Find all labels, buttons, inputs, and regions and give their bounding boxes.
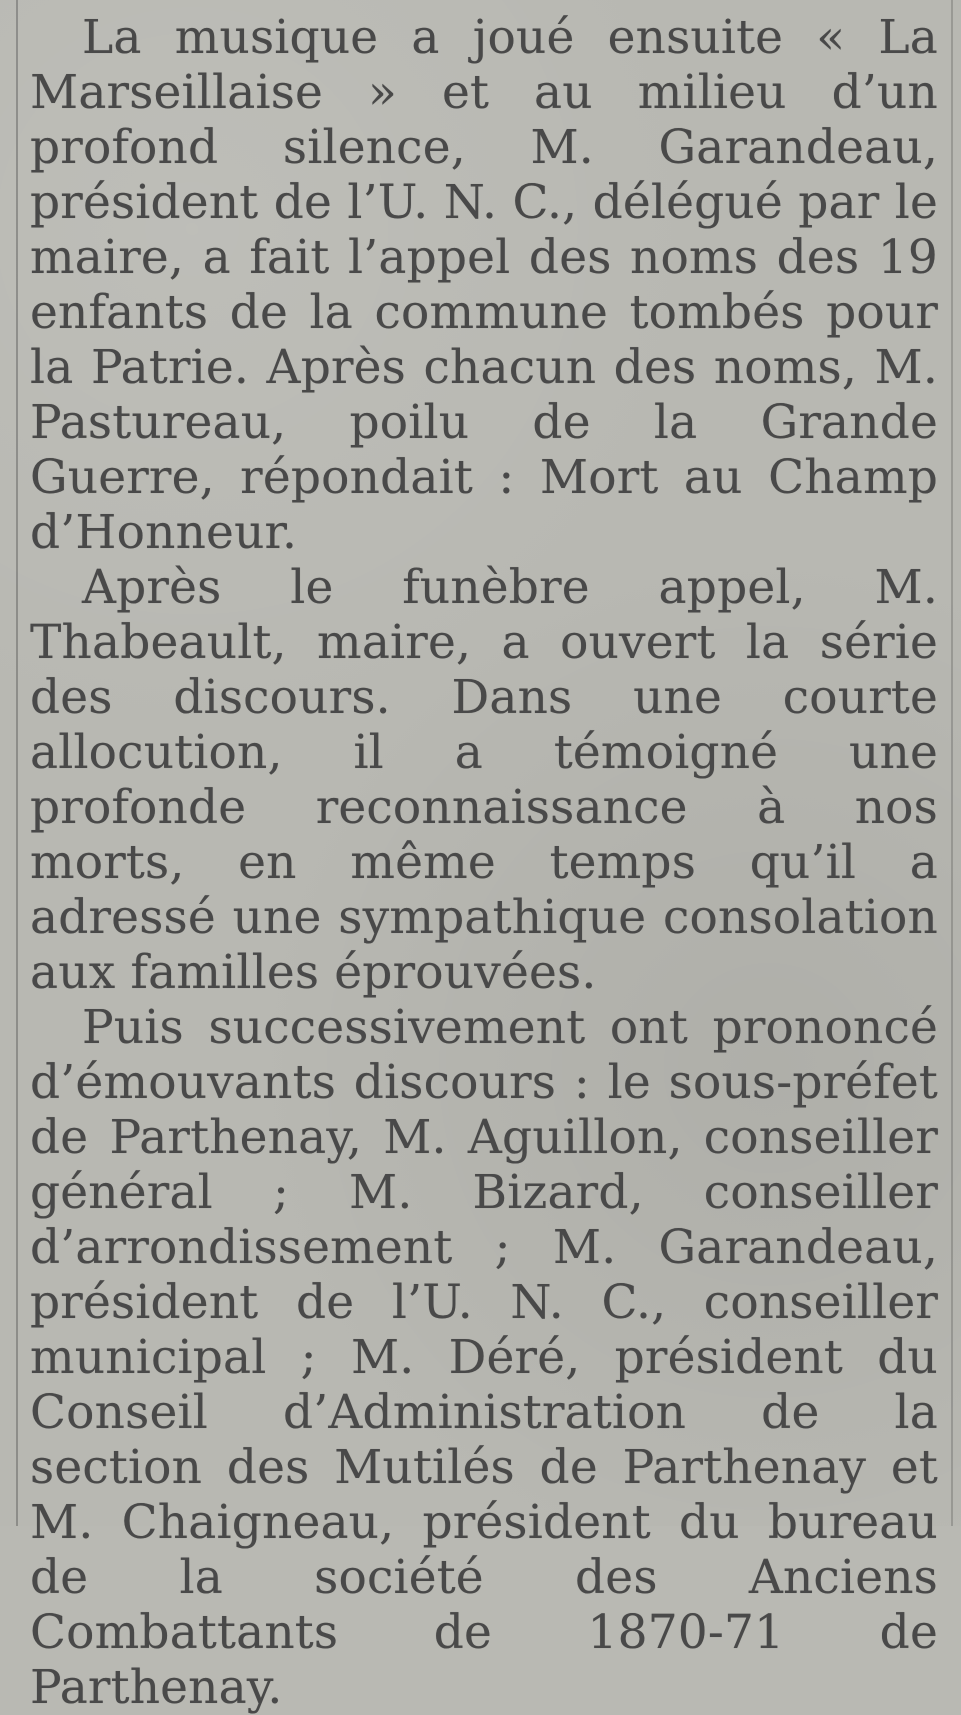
paragraph-1: La musique a joué ensuite « La Marseillaise » et au milieu d’un profond silence, M. Garandeau, président de l’U. N. C., délégué par le maire, a fait l’appel des noms des 19 enfants de la commune tombés pour la Patrie. Après chacun des noms, M. Pastureau, poilu de la Grande Guerre, répondait : Mort au Champ d’Honneur.	[30, 10, 938, 560]
right-column-rule	[951, 0, 953, 1526]
paragraph-3: Puis successivement ont prononcé d’émouvants discours : le sous-préfet de Parthenay, M. Aguillon, conseiller général ; M. Bizard, conseiller d’arrondissement ; M. Garandeau, président de l’U. N. C., conseiller municipal ; M. Déré, président du Conseil d’Administration de la section des Mutilés de Parthenay et M. Chaigneau, président du bureau de la société des Anciens Combattants de 1870-71 de Parthenay.	[30, 1000, 938, 1715]
paragraph-2: Après le funèbre appel, M. Thabeault, maire, a ouvert la série des discours. Dans une courte allocution, il a témoigné une profonde reconnaissance à nos morts, en même temps qu’il a adressé une sympathique consolation aux familles éprouvées.	[30, 560, 938, 1000]
article-column	[30, 10, 938, 1715]
left-column-rule	[16, 0, 18, 1526]
